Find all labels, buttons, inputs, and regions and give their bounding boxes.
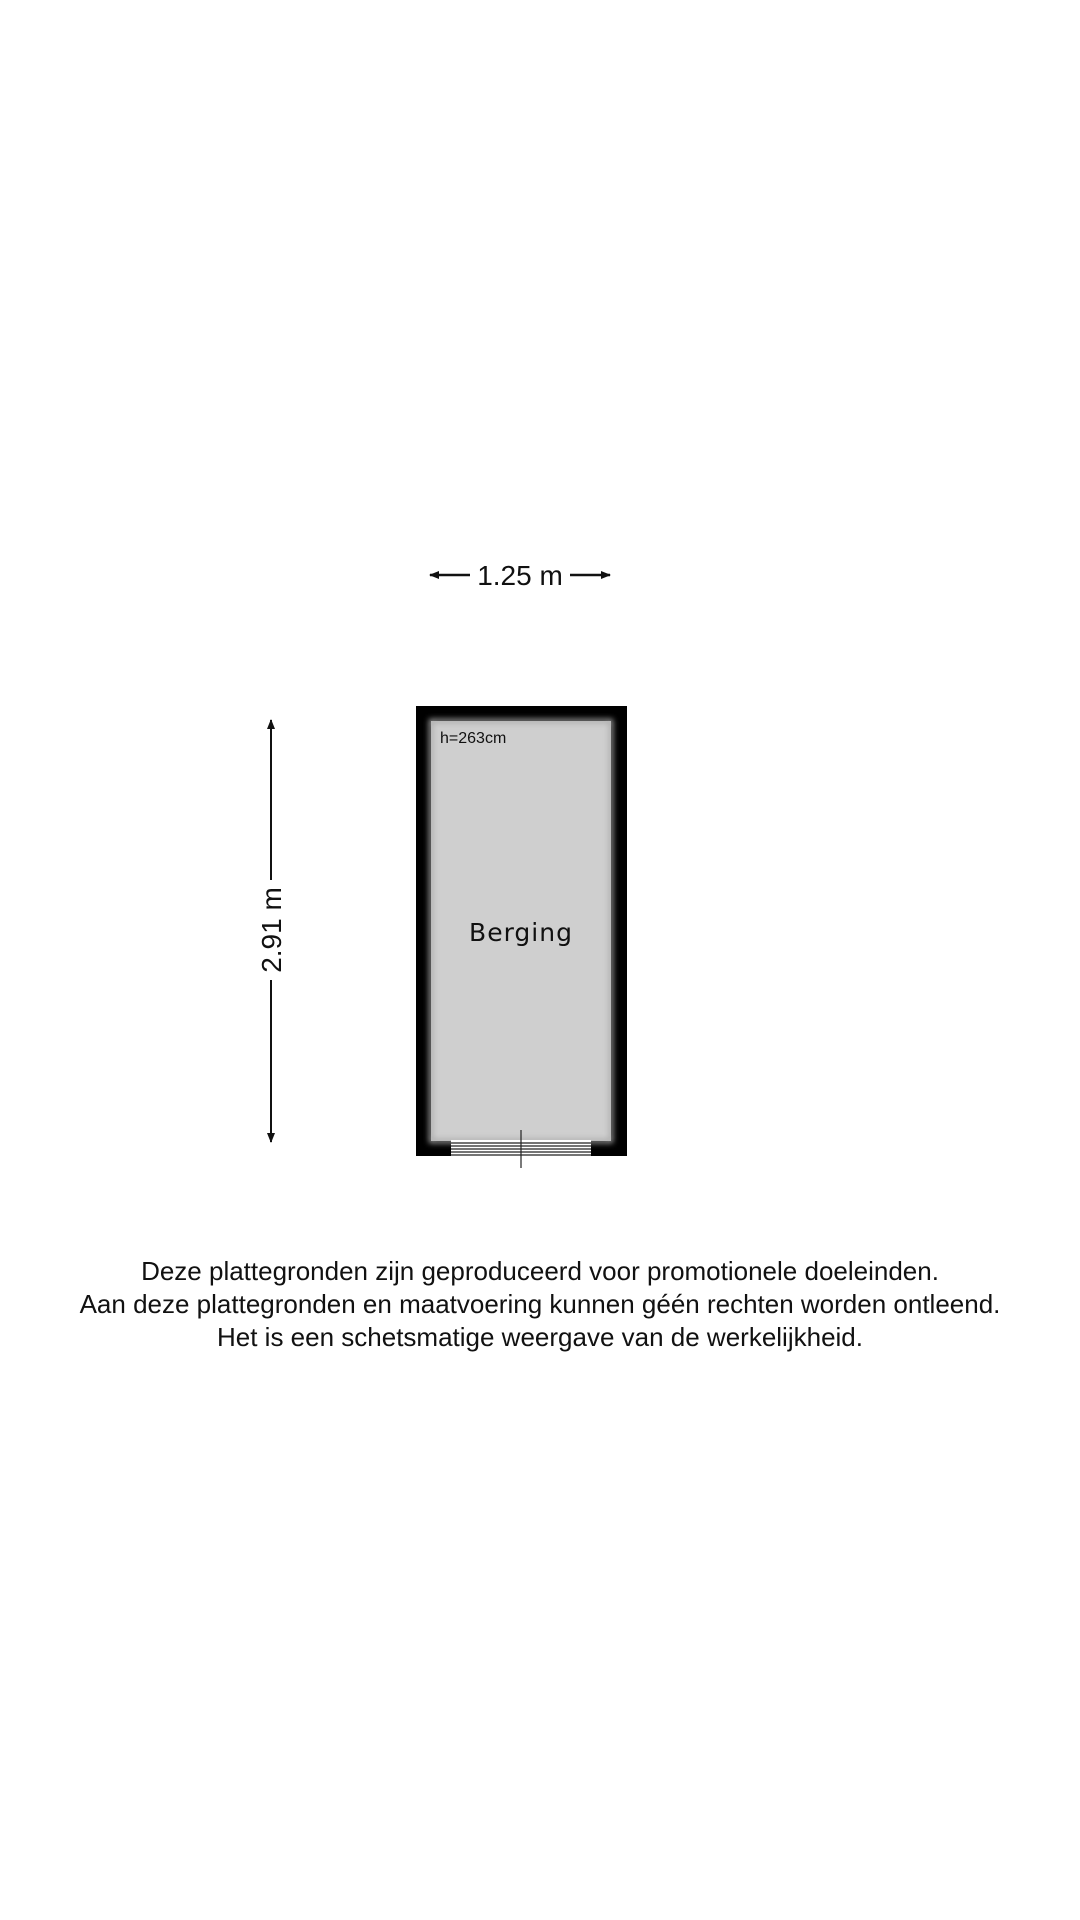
disclaimer-line: Deze plattegronden zijn geproduceerd voor promotionele doeleinden. (141, 1256, 939, 1286)
width-label: 1.25 m (477, 560, 563, 591)
length-label: 2.91 m (256, 887, 287, 973)
length-dimension (256, 720, 287, 1142)
room-height-label: h=263cm (440, 730, 507, 747)
room-berging (416, 706, 627, 1168)
width-dimension (430, 560, 610, 591)
disclaimer (0, 1255, 1080, 1354)
disclaimer-line: Aan deze plattegronden en maatvoering kunnen géén rechten worden ontleend. (79, 1289, 1001, 1319)
disclaimer-line: Het is een schetsmatige weergave van de werkelijkheid. (216, 1322, 863, 1352)
room-name-label: Berging (469, 918, 573, 947)
